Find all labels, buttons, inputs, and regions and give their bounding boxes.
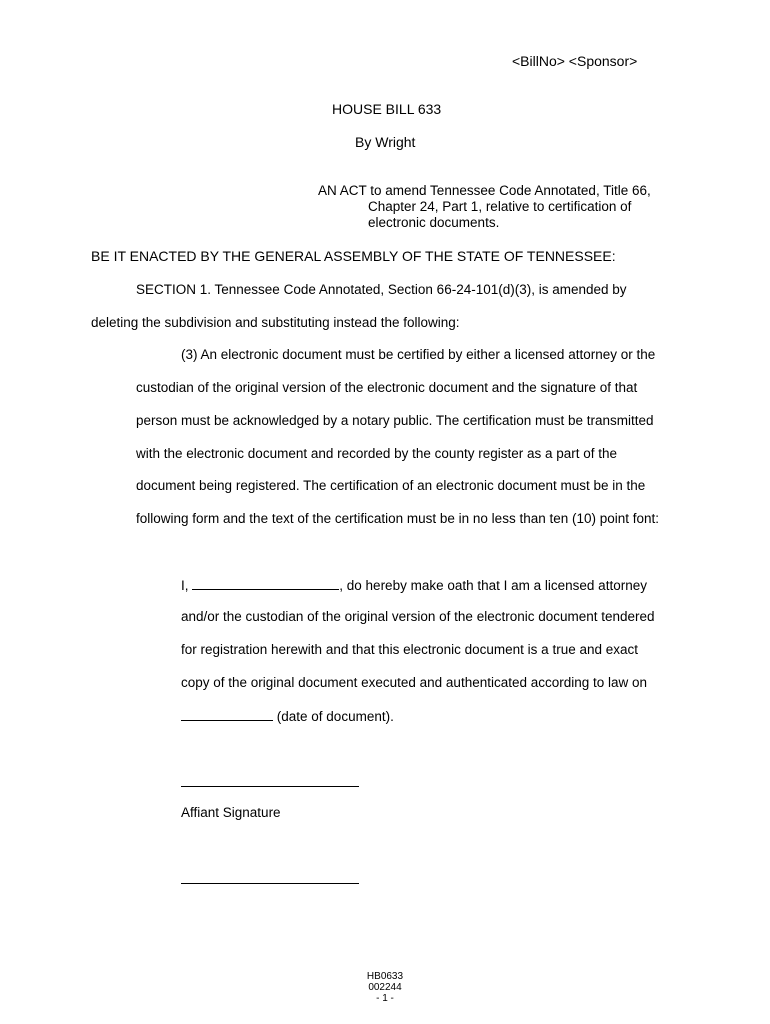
name-blank <box>192 577 339 590</box>
subdivision-line: (3) An electronic document must be certified by either a licensed attorney or the <box>181 347 656 362</box>
subdivision-line: document being registered. The certification of an electronic document must be in the <box>136 478 646 493</box>
footer <box>355 971 415 1004</box>
signature-line <box>181 786 359 787</box>
bill-title: HOUSE BILL 633 <box>332 101 442 117</box>
certification-line: copy of the original document executed and authenticated according to law on <box>181 675 648 690</box>
certification-line: for registration herewith and that this electronic document is a true and exact <box>181 642 638 657</box>
subdivision-line: custodian of the original version of the electronic document and the signature of that <box>136 380 638 395</box>
act-caption-line: Chapter 24, Part 1, relative to certification of <box>368 199 632 214</box>
act-caption-line: AN ACT to amend Tennessee Code Annotated, Title 66, <box>318 183 651 198</box>
date-blank <box>181 708 273 721</box>
date-label: (date of document). <box>276 709 394 724</box>
page-number: - 1 - <box>376 993 394 1004</box>
certification-line: and/or the custodian of the original version of the electronic document tendered <box>181 609 655 624</box>
bill-placeholder: <BillNo> <Sponsor> <box>512 53 638 69</box>
signature-label: Affiant Signature <box>181 805 281 820</box>
certification-line <box>181 577 647 594</box>
subdivision-line: person must be acknowledged by a notary public. The certification must be transmitted <box>136 413 654 428</box>
section-1-line: deleting the subdivision and substituting instead the following: <box>91 315 460 330</box>
notary-signature-line <box>181 883 359 884</box>
subdivision-line: with the electronic document and recorded by the county register as a part of the <box>136 446 618 461</box>
act-caption-line: electronic documents. <box>368 215 500 230</box>
subdivision-line: following form and the text of the certification must be in no less than ten (10) point font: <box>136 511 660 526</box>
enacting-clause: BE IT ENACTED BY THE GENERAL ASSEMBLY OF THE STATE OF TENNESSEE: <box>91 248 616 264</box>
certification-prefix: I, <box>181 578 189 593</box>
certification-suffix: , do hereby make oath that I am a licensed attorney <box>339 578 647 593</box>
footer-draft-code: 002244 <box>368 982 402 993</box>
certification-line <box>181 708 394 725</box>
footer-bill-code: HB0633 <box>366 971 404 982</box>
section-1-line: SECTION 1. Tennessee Code Annotated, Section 66-24-101(d)(3), is amended by <box>136 282 627 297</box>
act-caption <box>318 183 651 231</box>
bill-sponsor: By Wright <box>355 134 416 150</box>
